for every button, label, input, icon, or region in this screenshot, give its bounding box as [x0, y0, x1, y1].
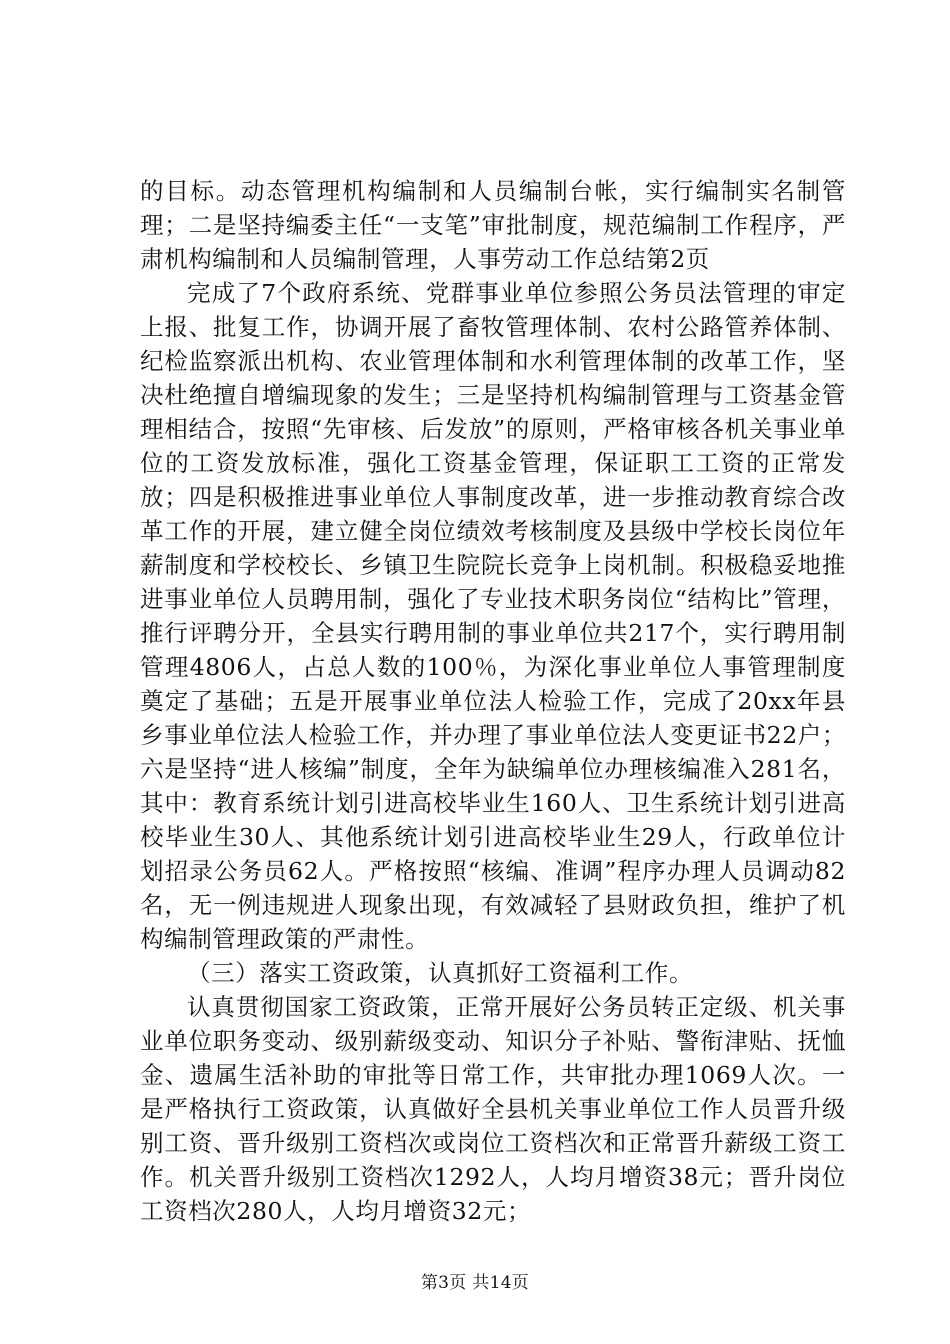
document-body [140, 174, 846, 1228]
section-heading-3: （三）落实工资政策，认真抓好工资福利工作。 [187, 959, 694, 987]
paragraph-2: 完成了7个政府系统、党群事业单位参照公务员法管理的审定上报、批复工作，协调开展了畜牧管理体制、农村公路管养体制、纪检监察派出机构、农业管理体制和水利管理体制的改革工作，坚决杜绝擅自增编现象的发生；三是坚持机构编制管理与工资基金管理相结合，按照“先审核、后发放”的原则，严格审核各机关事业单位的工资发放标准，强化工资基金管理，保证职工工资的正常发放；四是积极推进事业单位人事制度改革，进一步推动教育综合改革工作的开展，建立健全岗位绩效考核制度及县级中学校长岗位年薪制度和学校校长、乡镇卫生院院长竞争上岗机制。积极稳妥地推进事业单位人员聘用制，强化了专业技术职务岗位“结构比”管理，推行评聘分开，全县实行聘用制的事业单位共217个，实行聘用制管理4806人，占总人数的100％，为深化事业单位人事管理制度奠定了基础；五是开展事业单位法人检验工作，完成了20xx年县乡事业单位法人检验工作，并办理了事业单位法人变更证书22户；六是坚持“进人核编”制度，全年为缺编单位办理核编准入281名，其中：教育系统计划引进高校毕业生160人、卫生系统计划引进高校毕业生30人、其他系统计划引进高校毕业生29人，行政单位计划招录公务员62人。严格按照“核编、准调”程序办理人员调动82名，无一例违规进人现象出现，有效减轻了县财政负担，维护了机构编制管理政策的严肃性。 [140, 279, 846, 953]
page-number-footer: 第3页 共14页 [420, 1273, 530, 1293]
paragraph-1: 的目标。动态管理机构编制和人员编制台帐，实行编制实名制管理；二是坚持编委主任“一支笔”审批制度，规范编制工作程序，严肃机构编制和人员编制管理，人事劳动工作总结第2页 [140, 177, 846, 273]
paragraph-4: 认真贯彻国家工资政策，正常开展好公务员转正定级、机关事业单位职务变动、级别薪级变动、知识分子补贴、警衔津贴、抚恤金、遗属生活补助的审批等日常工作，共审批办理1069人次。一是严格执行工资政策，认真做好全县机关事业单位工作人员晋升级别工资、晋升级别工资档次或岗位工资档次和正常晋升薪级工资工作。机关晋升级别工资档次1292人，人均月增资38元；晋升岗位工资档次280人，人均月增资32元； [140, 993, 846, 1225]
